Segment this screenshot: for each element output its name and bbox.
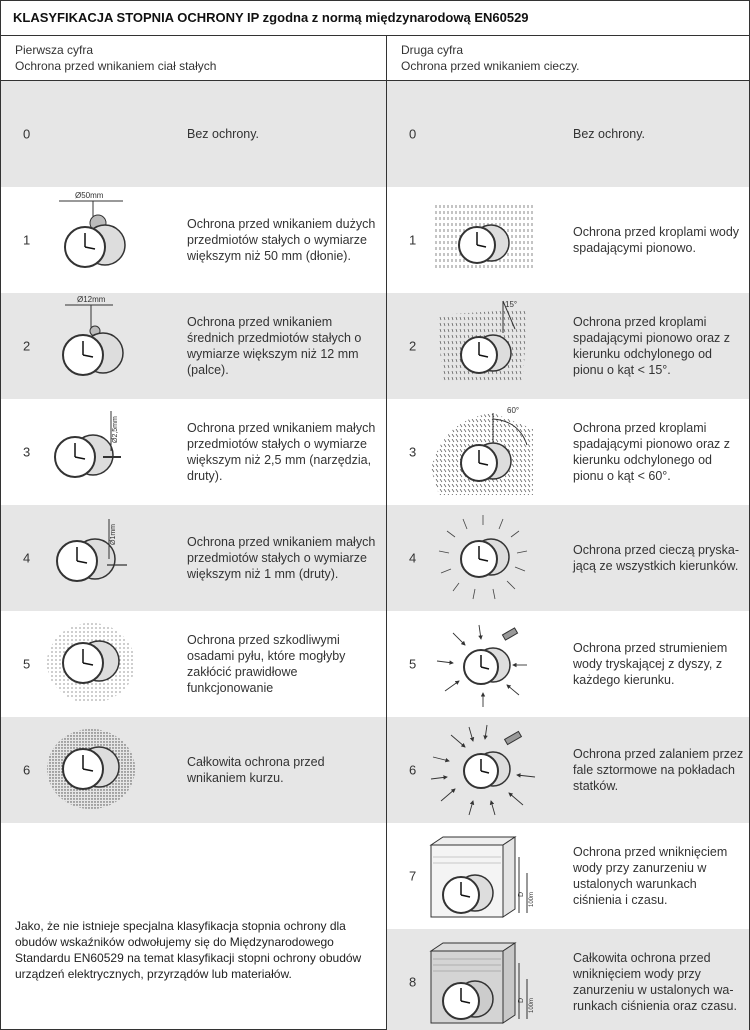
probe-label: Ø50mm [75,191,104,200]
liquid-row-7 [387,823,749,929]
immersion-gauge-icon [423,823,553,929]
solid-row-6 [1,717,386,823]
liquid-row-1 [387,187,749,293]
row-description: Ochrona przed kroplami spadającymi pionowo oraz z kierunku odchylonego od pionu o kąt < 15°. [573,315,731,377]
row-description: Całkowita ochrona przed wnikaniem kurzu. [187,755,325,785]
row-number: 5 [23,656,31,672]
row-number: 0 [23,126,31,142]
angled-spray-60-gauge-icon [423,399,553,505]
angle-label: 15° [505,300,518,309]
solid-row-0 [1,81,386,187]
row-description: Ochrona przed wniknięciem wody przy zanurzeniu w ustalonych warunkach ciśnienia i czasu. [573,845,728,907]
row-number: 7 [409,868,417,884]
row-number: 3 [409,444,417,460]
angle-label: 60° [507,406,520,415]
row-number: 2 [409,338,417,354]
wire-probe-gauge-icon [43,505,163,611]
dust-protected-gauge-icon [43,611,163,717]
row-number: 1 [409,232,417,248]
row-number: 2 [23,338,31,354]
first-digit-heading-title: Pierwsza cyfra [15,43,94,57]
liquid-row-5 [387,611,749,717]
row-description: Całkowita ochrona przed wniknięciem wody przy zanurzeniu w ustalonych wa-runkach ciśnienia oraz czasu. [573,951,737,1013]
liquid-row-2 [387,293,749,399]
solid-row-4 [1,505,386,611]
finger-probe-gauge-icon [43,293,163,399]
tool-probe-gauge-icon [43,399,163,505]
solid-row-2 [1,293,386,399]
solid-row-1 [1,187,386,293]
dust-tight-gauge-icon [43,717,163,823]
row-number: 1 [23,232,31,248]
angled-drip-15-gauge-icon [423,293,553,399]
row-number: 5 [409,656,417,672]
liquid-row-6 [387,717,749,823]
depth-label: 100m [529,891,535,907]
row-description: Ochrona przed wnikaniem małych przedmiotów stałych o wymiarze większym niż 1 mm (druty). [187,535,376,581]
second-digit-heading [387,36,749,81]
solid-row-5 [1,611,386,717]
liquid-row-4 [387,505,749,611]
first-digit-heading [1,36,386,81]
title-bar [1,1,749,36]
heavy-seas-gauge-icon [423,717,553,823]
row-number: 4 [23,550,31,566]
depth-label: 100m [529,997,535,1013]
row-description: Ochrona przed kroplami wody spadającymi pionowo. [573,225,740,255]
row-description: Ochrona przed wnikaniem dużych przedmiotów stałych o wymiarze większym niż 50 mm (dłonie). [187,217,376,263]
row-number: 3 [23,444,31,460]
row-number: 4 [409,550,417,566]
water-jet-gauge-icon [423,611,553,717]
row-description: Ochrona przed wnikaniem średnich przedmiotów stałych o wymiarze większym niż 12 mm (palce). [187,315,362,377]
row-description: Ochrona przed strumieniem wody tryskającej z dyszy, z każdego kierunku. [573,641,728,687]
second-digit-column [387,36,749,1029]
continuous-immersion-gauge-icon [423,929,553,1030]
first-digit-column [1,36,387,1029]
solid-row-3 [1,399,386,505]
row-description: Ochrona przed kroplami spadającymi pionowo oraz z kierunku odchylonego od pionu o kąt < 60°. [573,421,731,483]
first-digit-heading-subtitle: Ochrona przed wnikaniem ciał stałych [15,59,217,73]
probe-label: Ø12mm [77,295,106,304]
vertical-drip-gauge-icon [423,187,553,293]
standard-note: Jako, że nie istnieje specjalna klasyfikacja stopnia ochrony dla obudów wskaźników odwołujemy się do Międzynarodowego Standardu EN60529 na temat klasyfikacji stopni ochrony obudów urządzeń elektrycznych, przyrządów lub materiałów. [15,919,362,981]
splash-all-directions-gauge-icon [423,505,553,611]
liquid-row-3 [387,399,749,505]
row-description: Ochrona przed zalaniem przez fale sztormowe na pokładach statków. [573,747,744,793]
row-number: 8 [409,974,417,990]
row-description: Ochrona przed wnikaniem małych przedmiotów stałych o wymiarze większym niż 2,5 mm (narzędzia, druty). [187,421,376,483]
row-number: 6 [23,762,31,778]
row-description: Bez ochrony. [187,127,260,141]
depth-d-label: D [518,997,525,1003]
liquid-row-0 [387,81,749,187]
page-title: KLASYFIKACJA STOPNIA OCHRONY IP zgodna z normą międzynarodową EN60529 [13,10,529,25]
second-digit-heading-title: Druga cyfra [401,43,464,57]
liquid-row-8 [387,929,749,1030]
probe-label: Ø1mm [110,524,117,545]
depth-d-label: D [518,891,525,897]
row-description: Ochrona przed cieczą pryska-jącą ze wszystkich kierunków. [573,543,740,573]
hand-probe-gauge-icon [43,187,163,293]
row-description: Bez ochrony. [573,127,646,141]
probe-label: Ø2,5mm [112,416,119,443]
second-digit-heading-subtitle: Ochrona przed wnikaniem cieczy. [401,59,580,73]
row-number: 6 [409,762,417,778]
row-description: Ochrona przed szkodliwymi osadami pyłu, które mogłyby zakłócić prawidłowe funkcjonowanie [187,633,346,695]
row-number: 0 [409,126,417,142]
